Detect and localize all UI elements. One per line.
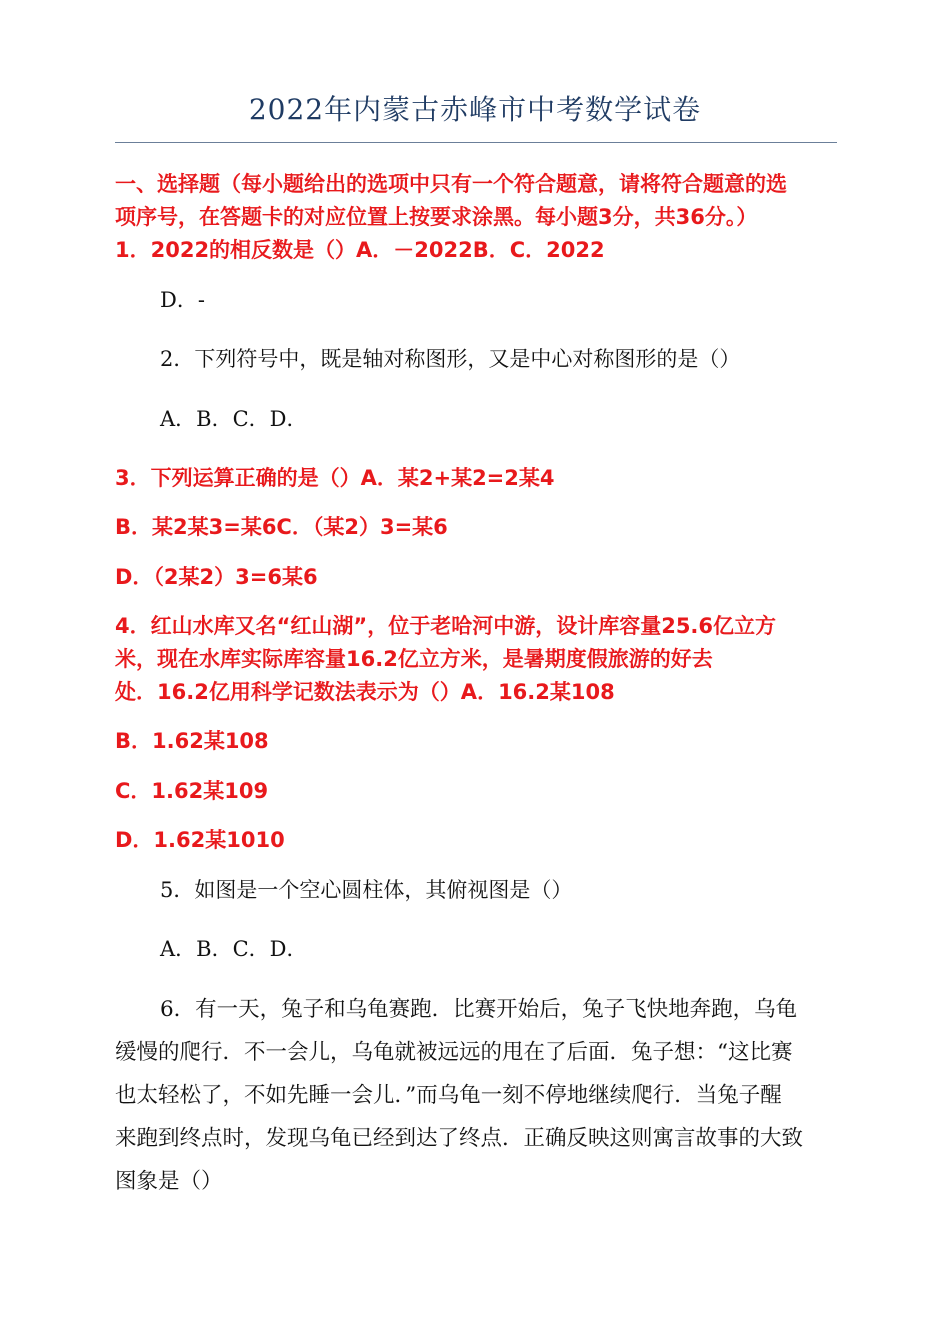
section-heading-line-2: 项序号，在答题卡的对应位置上按要求涂黑。每小题3分，共36分。） [115,205,758,229]
question-3: 3．下列运算正确的是（）A．某2+某2=2某4 [115,466,555,490]
question-2: 2．下列符号中，既是轴对称图形，又是中心对称图形的是（） [160,347,741,371]
question-1-option-d: D．- [160,288,205,312]
question-6-line-2: 缓慢的爬行．不一会儿，乌龟就被远远的甩在了后面．兔子想：“这比赛 [115,1040,793,1065]
question-4-option-b: B．1.62某108 [115,729,269,753]
question-3-options-b-c: B．某2某3=某6C．（某2）3=某6 [115,515,448,539]
question-4-line-3: 处．16.2亿用科学记数法表示为（）A．16.2某108 [115,680,615,704]
question-4-line-1: 4．红山水库又名“红山湖”，位于老哈河中游，设计库容量25.6亿立方 [115,614,777,638]
title-divider [115,142,837,143]
question-4-option-c: C．1.62某109 [115,779,269,803]
question-6-line-1: 6．有一天，兔子和乌龟赛跑．比赛开始后，兔子飞快地奔跑，乌龟 [160,997,798,1022]
section-heading-line-1: 一、选择题（每小题给出的选项中只有一个符合题意，请将符合题意的选 [115,172,787,196]
question-4-option-d: D．1.62某1010 [115,828,285,852]
question-2-options: A．B．C．D． [160,407,308,431]
question-5: 5．如图是一个空心圆柱体，其俯视图是（） [160,878,573,902]
question-5-options: A．B．C．D． [160,937,308,961]
question-4-line-2: 米，现在水库实际库容量16.2亿立方米，是暑期度假旅游的好去 [115,647,713,671]
question-1: 1．2022的相反数是（）A．－2022B．C．2022 [115,238,605,262]
question-6-line-3: 也太轻松了，不如先睡一会儿．”而乌龟一刻不停地继续爬行．当兔子醒 [115,1083,782,1108]
question-6-line-5: 图象是（） [115,1169,223,1194]
document-title: 2022年内蒙古赤峰市中考数学试卷 [248,93,702,126]
question-6-line-4: 来跑到终点时，发现乌龟已经到达了终点．正确反映这则寓言故事的大致 [115,1126,804,1151]
question-3-option-d: D．（2某2）3=6某6 [115,565,318,589]
